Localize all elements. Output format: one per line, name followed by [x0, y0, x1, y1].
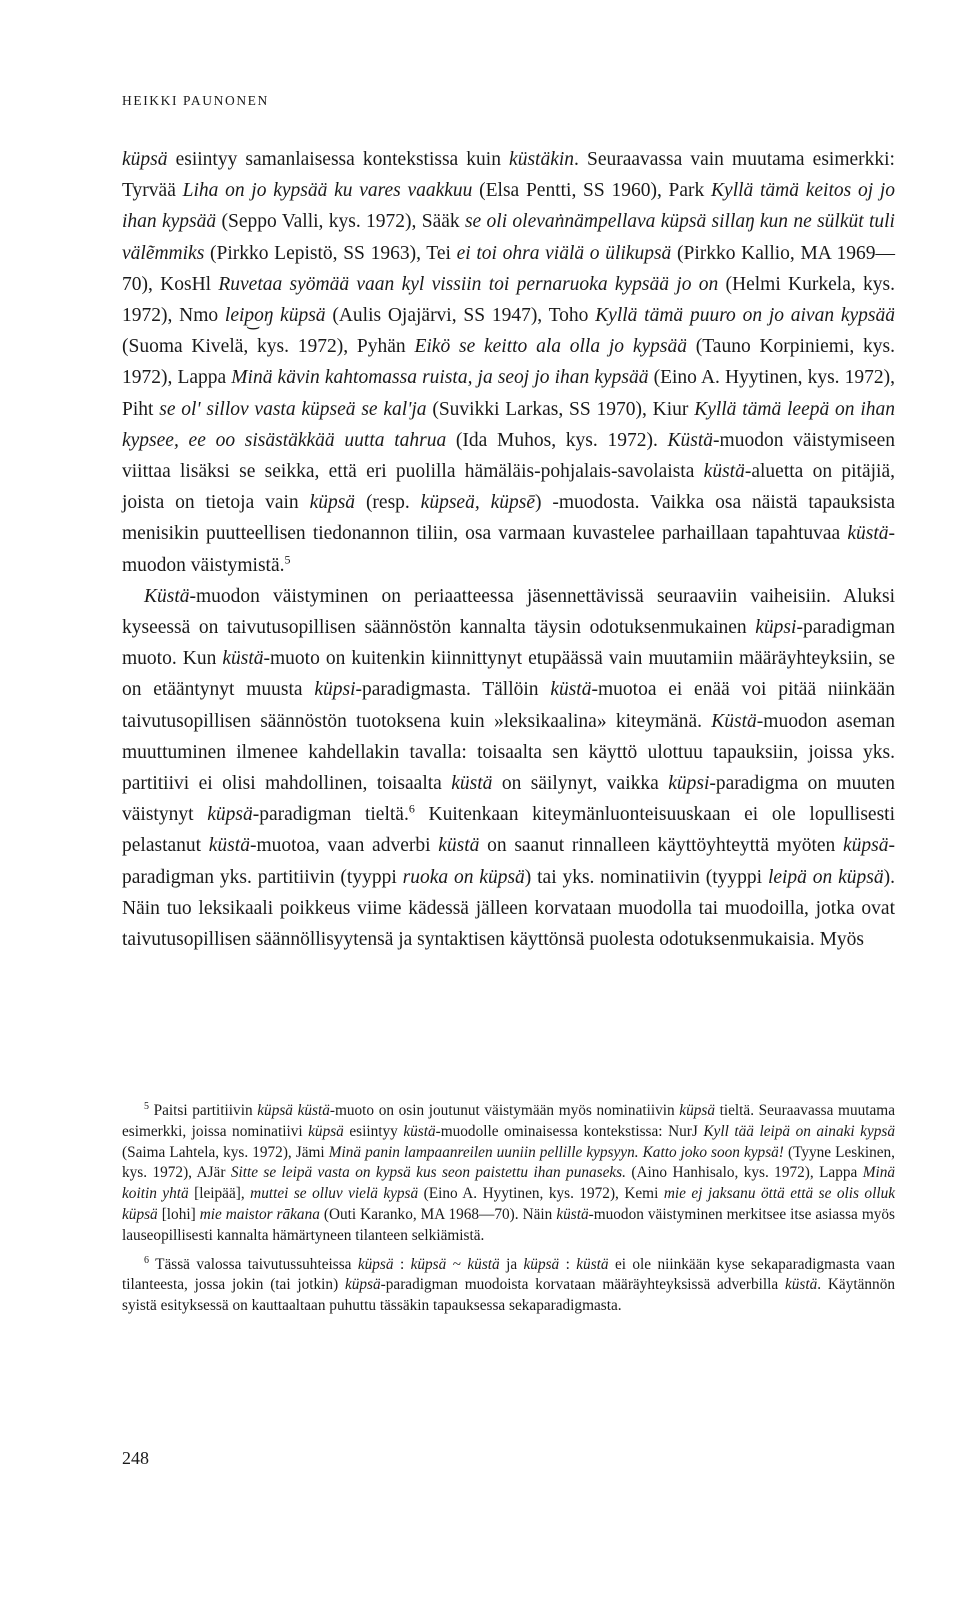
text-run: -paradigman tieltä.	[252, 804, 409, 826]
text-run: -paradigman muodoista korvataan määräyhteyksissä adverbilla	[380, 1276, 785, 1294]
italic-term: küpsä	[357, 1255, 394, 1273]
text-run: -muodon väistyminen merkitsee itse asiassa myös lauseopillisesti kannalta hämärtyneen tilanteen selkiämistä.	[122, 1205, 895, 1244]
text-run: (Aulis Ojajärvi, SS 1947), Toho	[325, 305, 596, 327]
italic-term: ruoka on küpsä	[402, 866, 525, 888]
text-run: (Outi Karanko, MA 1968—70). Näin	[319, 1205, 557, 1223]
running-head: HEIKKI PAUNONEN	[122, 93, 269, 108]
italic-term: mie maistor rākana	[199, 1205, 320, 1223]
italic-term: küpsä	[679, 1102, 715, 1119]
italic-term: ei toi ohra viälä o ülikupsä	[456, 242, 672, 264]
italic-term: küstä	[784, 1276, 818, 1294]
italic-term: küstä	[438, 835, 480, 857]
main-text	[122, 144, 895, 955]
italic-term: küstä	[451, 773, 493, 795]
italic-term: Kyllä tämä puuro on jo aivan kypsää	[595, 305, 895, 327]
text-run: . Käytännön syistä esityksessä on kauttaaltaan puhuttu tässäkin tapauksessa sekaparadigmasta.	[122, 1276, 895, 1315]
text-run: -paradigman muoto. Kun	[122, 617, 895, 670]
italic-term: küpsä küstä	[257, 1102, 330, 1119]
footnote-marker: 6	[144, 1254, 149, 1266]
italic-term: küpsä	[843, 835, 889, 857]
text-run: ei ole niinkään kyse sekaparadigmasta vaan tilanteesta, jossa jokin (tai jotkin)	[122, 1255, 895, 1294]
text-run: esiintyy samanlaisessa kontekstissa kuin	[167, 149, 510, 170]
text-run: ja	[499, 1255, 524, 1273]
text-run: . Seuraavassa vain muutama esimerkki: Tyrvää	[122, 149, 895, 202]
text-run: -aluetta on pitäjiä, joista on tietoja vain	[122, 461, 895, 514]
text-run: -muotoa ei enää voi pitää niinkään taivutusopillisen säännöstön tuotoksena kuin »leksikaalina» kiteymänä.	[122, 679, 895, 732]
text-run: -muodon väistymistä.	[122, 523, 895, 576]
italic-term: küstä	[208, 835, 250, 857]
text-run: (Eino A. Hyytinen, kys. 1972), Piht	[122, 367, 895, 420]
text-run: (Ida Muhos, kys. 1972).	[446, 429, 668, 451]
italic-term: se oli olevaṅnämpellava küpsä sillaŋ kun ne sülküt tuli välẽmmiks	[122, 211, 895, 264]
italic-term: Kyll tää leipä on ainaki kypsä	[703, 1122, 896, 1140]
italic-term: leip͜oŋ küpsä	[224, 305, 326, 327]
italic-term: küpsä	[523, 1255, 560, 1273]
footnotes	[122, 1101, 895, 1325]
italic-term: Kyllä tämä keitos oj jo ihan kypsää	[122, 180, 896, 233]
text-run: (Saima Lahtela, kys. 1972), Jämi	[122, 1143, 329, 1161]
text-run: (resp.	[355, 492, 421, 514]
text-run: (Seppo Valli, kys. 1972), Sääk	[216, 211, 465, 233]
italic-term: küpsä	[309, 492, 356, 514]
text-run: [leipää],	[188, 1185, 251, 1203]
text-run: (Aino Hanhisalo, kys. 1972), Lappa	[625, 1164, 863, 1182]
text-run: [lohi]	[157, 1205, 200, 1223]
text-run: ) tai yks. nominatiivin (tyyppi	[524, 866, 768, 888]
text-run: -muodon väistyminen on periaatteessa jäsennettävissä seuraaviin vaiheisiin. Aluksi kyseessä on taivutusopillisen säännöstön kannalta täysin odotuksenmukainen	[122, 585, 895, 639]
italic-term: küstä	[576, 1255, 609, 1273]
text-run: on säilynyt, vaikka	[492, 773, 669, 795]
italic-term: küstä	[403, 1122, 436, 1140]
italic-term: muttei se olluv vielä kypsä	[250, 1185, 419, 1203]
text-run: (Suoma Kivelä, kys. 1972), Pyhän	[122, 336, 415, 358]
text-run: ~	[446, 1255, 468, 1273]
italic-term: Minä koitin yhtä	[122, 1164, 895, 1203]
italic-term: küstä	[222, 648, 264, 670]
italic-term: Küstä	[667, 429, 714, 451]
text-run: (Tyyne Leskinen, kys. 1972), AJär	[122, 1143, 895, 1182]
text-run: (Pirkko Lepistö, SS 1963), Tei	[204, 242, 457, 264]
italic-term: küpsä	[122, 149, 168, 170]
italic-term: Minä kävin kahtomassa ruista, ja seoj jo ihan kypsää	[231, 367, 649, 389]
italic-term: Küstä	[711, 710, 757, 732]
italic-term: küstä	[847, 523, 889, 545]
italic-term: küpsä	[410, 1255, 447, 1273]
text-run: -muotoa, vaan adverbi	[249, 835, 439, 857]
italic-term: Eikö se keitto ala olla jo kypsää	[414, 336, 687, 358]
text-run: (Suvikki Larkas, SS 1970), Kiur	[426, 398, 695, 420]
footnote-6	[122, 1255, 895, 1317]
text-run: ). Näin tuo leksikaali poikkeus viime kädessä jälleen korvataan muodolla tai muodoilla, jotka ovat taivutusopillisen säännöllisyytensä ja syntaktisen käyttönsä puolesta odotuksenmukaisia. Myös	[122, 866, 895, 951]
text-run: Tässä valossa taivutussuhteissa	[149, 1255, 358, 1273]
italic-term: küpsä	[344, 1276, 381, 1294]
italic-term: leipä on küpsä	[767, 866, 884, 888]
italic-term: küpsä	[308, 1122, 344, 1140]
footnote-marker: 6	[408, 801, 415, 816]
text-run: (Helmi Kurkela, kys. 1972), Nmo	[122, 273, 895, 327]
text-run: -paradigma on muuten väistynyt	[122, 773, 895, 826]
text-run: -paradigmasta. Tällöin	[355, 679, 551, 701]
italic-term: Liha on jo kypsää ku vares vaakkuu	[182, 180, 473, 202]
italic-term: Ruvetaa syömää vaan kyl vissiin toi pernaruoka kypsää jo on	[218, 273, 719, 295]
italic-term: küpsi	[668, 773, 710, 795]
italic-term: küstä	[467, 1255, 500, 1273]
page-number: 248	[122, 1448, 149, 1468]
text-run: -muoto on osin joutunut väistymään myös nominatiivin	[329, 1102, 680, 1119]
italic-term: mie ej jaksanu öttä että se olis olluk küpsä	[122, 1185, 896, 1223]
text-run: -muoto on kuitenkin kiinnittynyt etupäässä vain muutamiin määräyhteyksiin, se on etääntynyt muusta	[122, 648, 895, 701]
italic-term: küstäkin	[509, 149, 575, 170]
italic-term: küpsi	[314, 679, 356, 701]
italic-term: Kyllä tämä leepä on ihan kypsee, ee oo sisästäkkää uutta tahrua	[122, 398, 895, 451]
text-run: (Tauno Korpiniemi, kys. 1972), Lappa	[122, 336, 895, 389]
text-run: ) -muodosta. Vaikka osa näistä tapauksista menisikin puutteellisen tiedonannon tiliin, osa varmaan kuvastelee parhaillaan tapahtuvaa	[122, 492, 895, 545]
text-run: -muodon aseman muuttuminen ilmenee kahdellakin tavalla: toisaalta sen käyttö ulottuu tapauksiin, joissa yks. partitiivi ei olisi mahdollinen, toisaalta	[122, 710, 895, 795]
italic-term: küpseä, küpsē	[420, 492, 535, 514]
paragraph	[122, 144, 895, 581]
italic-term: küstä	[703, 461, 745, 483]
text-run: (Pirkko Kallio, MA 1969—70), KosHl	[122, 242, 895, 295]
italic-term: se ol' sillov vasta küpseä se kal'ja	[159, 398, 427, 420]
text-run: -muodon väistymiseen viittaa lisäksi se seikka, että eri puolilla hämäläis-pohjalais-savolaista	[122, 429, 895, 483]
italic-term: Minä panin lampaanreilen uuniin pellille kypsyyn. Katto joko soon kypsä!	[328, 1143, 784, 1161]
text-run: esiintyy	[343, 1122, 404, 1140]
paragraph	[122, 581, 895, 955]
text-run: on saanut rinnalleen käyttöyhteyttä myöten	[479, 835, 844, 857]
italic-term: Sitte se leipä vasta on kypsä kus seon paistettu ihan punaseks.	[230, 1164, 626, 1182]
text-run: (Eino A. Hyytinen, kys. 1972), Kemi	[418, 1185, 664, 1203]
footnote-5	[122, 1101, 895, 1247]
text-run: (Elsa Pentti, SS 1960), Park	[472, 180, 712, 202]
text-run: :	[559, 1255, 577, 1273]
text-run: Kuitenkaan kiteymänluonteisuuskaan ei ole lopullisesti pelastanut	[122, 804, 896, 857]
italic-term: küpsi	[755, 617, 797, 639]
text-run: -paradigman yks. partitiivin (tyyppi	[122, 835, 896, 888]
italic-term: küpsä	[207, 804, 253, 826]
italic-term: Küstä	[144, 585, 190, 607]
italic-term: küstä	[550, 679, 592, 701]
footnote-marker: 5	[284, 552, 291, 567]
text-run: :	[393, 1255, 411, 1273]
italic-term: küstä	[556, 1205, 589, 1223]
text-run: -muodolle ominaisessa kontekstissa: NurJ	[435, 1122, 704, 1140]
footnote-marker: 5	[144, 1100, 149, 1112]
text-run: tieltä. Seuraavassa muutama esimerkki, joissa nominatiivi	[122, 1102, 895, 1140]
text-run: Paitsi partitiivin	[149, 1102, 258, 1119]
